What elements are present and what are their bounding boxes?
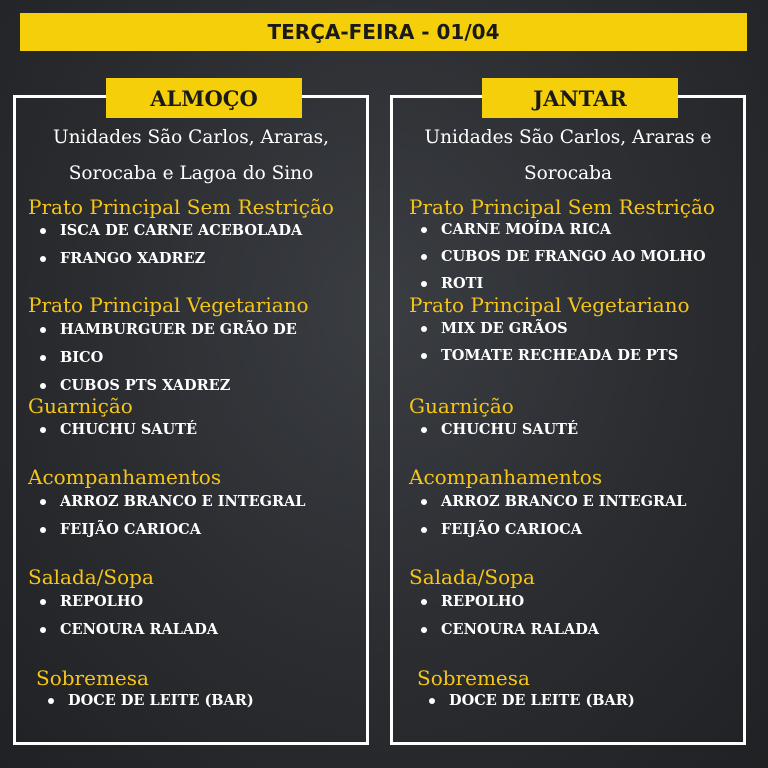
list-item: DOCE DE LEITE (BAR) (429, 692, 635, 709)
jantar-units-line1: Unidades São Carlos, Araras e (424, 127, 712, 148)
bullet-icon (421, 599, 427, 605)
list-item: TOMATE RECHEADA DE PTS (421, 347, 678, 364)
list-item: HAMBURGUER DE GRÃO DE (40, 321, 297, 338)
bullet-icon (421, 427, 427, 433)
bullet-icon (421, 627, 427, 633)
list-item: CUBOS PTS XADREZ (40, 377, 230, 394)
page-title: TERÇA-FEIRA - 01/04 (20, 13, 747, 51)
list-item: FEIJÃO CARIOCA (421, 521, 582, 538)
bullet-icon (421, 227, 427, 233)
almoco-sobremesa-heading: Sobremesa (36, 666, 149, 690)
jantar-panel (390, 85, 746, 745)
bullet-icon (40, 355, 46, 361)
list-item: CHUCHU SAUTÉ (421, 421, 578, 438)
almoco-label: ALMOÇO (106, 78, 302, 118)
bullet-icon (48, 698, 54, 704)
list-item: MIX DE GRÃOS (421, 320, 568, 337)
list-item: REPOLHO (421, 593, 524, 610)
bullet-icon (421, 281, 427, 287)
almoco-salada-heading: Salada/Sopa (28, 565, 154, 589)
list-item: ISCA DE CARNE ACEBOLADA (40, 222, 302, 239)
bullet-icon (40, 383, 46, 389)
almoco-units-line1: Unidades São Carlos, Araras, (52, 127, 329, 148)
jantar-acomp-heading: Acompanhamentos (409, 465, 603, 489)
almoco-veg-heading: Prato Principal Vegetariano (28, 293, 309, 317)
list-item: ROTI (421, 275, 483, 292)
bullet-icon (40, 499, 46, 505)
list-item: FEIJÃO CARIOCA (40, 521, 201, 538)
bullet-icon (421, 326, 427, 332)
list-item: CHUCHU SAUTÉ (40, 421, 197, 438)
almoco-units-line2: Sorocaba e Lagoa do Sino (68, 163, 314, 184)
jantar-units-line2: Sorocaba (523, 163, 613, 184)
list-item: CENOURA RALADA (40, 621, 218, 638)
jantar-units (393, 120, 743, 192)
bullet-icon (421, 499, 427, 505)
bullet-icon (40, 627, 46, 633)
almoco-panel (13, 85, 369, 745)
list-item: REPOLHO (40, 593, 143, 610)
bullet-icon (40, 527, 46, 533)
list-item: FRANGO XADREZ (40, 250, 205, 267)
jantar-sobremesa-heading: Sobremesa (417, 666, 530, 690)
jantar-guarnicao-heading: Guarnição (409, 394, 514, 418)
list-item: BICO (40, 349, 103, 366)
bullet-icon (421, 527, 427, 533)
almoco-guarnicao-heading: Guarnição (28, 394, 133, 418)
bullet-icon (40, 228, 46, 234)
bullet-icon (40, 256, 46, 262)
list-item: ARROZ BRANCO E INTEGRAL (421, 493, 687, 510)
bullet-icon (421, 353, 427, 359)
bullet-icon (40, 327, 46, 333)
list-item: ARROZ BRANCO E INTEGRAL (40, 493, 306, 510)
list-item: DOCE DE LEITE (BAR) (48, 692, 254, 709)
bullet-icon (429, 698, 435, 704)
list-item: CENOURA RALADA (421, 621, 599, 638)
bullet-icon (40, 427, 46, 433)
jantar-veg-heading: Prato Principal Vegetariano (409, 293, 690, 317)
list-item: CUBOS DE FRANGO AO MOLHO (421, 248, 706, 265)
almoco-principal-heading: Prato Principal Sem Restrição (28, 195, 334, 219)
almoco-acomp-heading: Acompanhamentos (28, 465, 222, 489)
list-item: CARNE MOÍDA RICA (421, 221, 611, 238)
bullet-icon (40, 599, 46, 605)
bullet-icon (421, 254, 427, 260)
jantar-salada-heading: Salada/Sopa (409, 565, 535, 589)
almoco-units (16, 120, 366, 192)
jantar-label: JANTAR (482, 78, 678, 118)
jantar-principal-heading: Prato Principal Sem Restrição (409, 195, 715, 219)
